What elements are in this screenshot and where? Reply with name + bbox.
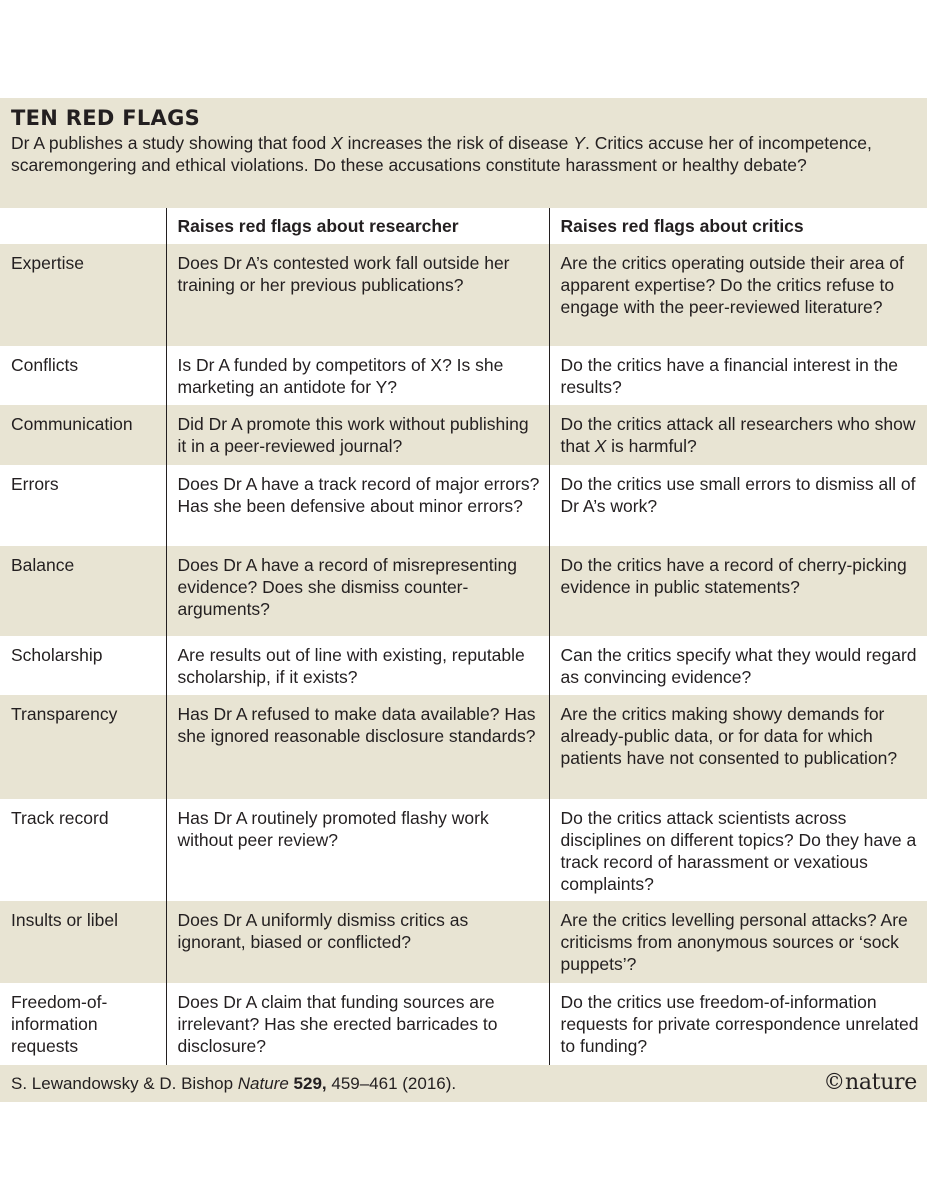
intro-x: X	[331, 133, 343, 153]
flag-cell: Expertise	[0, 244, 166, 346]
researcher-cell: Has Dr A routinely promoted flashy work without peer review?	[166, 799, 549, 901]
researcher-cell: Does Dr A have a track record of major errors? Has she been defensive about minor errors?	[166, 465, 549, 546]
critics-cell: Are the critics levelling personal attacks? Are criticisms from anonymous sources or ‘sock puppets’?	[549, 901, 927, 983]
flag-cell: Communication	[0, 405, 166, 465]
flag-cell: Conflicts	[0, 346, 166, 405]
critics-cell: Do the critics attack scientists across disciplines on different topics? Do they have a track record of harassment or vexatious complaints?	[549, 799, 927, 901]
researcher-cell: Did Dr A promote this work without publishing it in a peer-reviewed journal?	[166, 405, 549, 465]
citation-authors: S. Lewandowsky & D. Bishop	[11, 1074, 238, 1093]
table-row	[0, 346, 927, 405]
researcher-cell: Does Dr A claim that funding sources are irrelevant? Has she erected barricades to disclosure?	[166, 983, 549, 1065]
critics-cell: Are the critics making showy demands for already-public data, or for data for which patients have not consented to publication?	[549, 695, 927, 799]
table-row	[0, 405, 927, 465]
table-row	[0, 901, 927, 983]
flag-cell: Scholarship	[0, 636, 166, 695]
flag-cell: Insults or libel	[0, 901, 166, 983]
citation-journal: Nature	[237, 1074, 289, 1093]
figure-footer	[0, 1065, 927, 1102]
critics-cell: Do the critics use freedom-of-information requests for private correspondence unrelated to funding?	[549, 983, 927, 1065]
flag-cell: Errors	[0, 465, 166, 546]
flag-cell: Freedom-of-information requests	[0, 983, 166, 1065]
table-row	[0, 465, 927, 546]
researcher-cell: Is Dr A funded by competitors of X? Is she marketing an antidote for Y?	[166, 346, 549, 405]
table-row	[0, 636, 927, 695]
citation	[11, 1073, 456, 1095]
table-row	[0, 799, 927, 901]
intro-text: increases the risk of disease	[342, 133, 574, 153]
figure-header	[0, 98, 927, 208]
table-row	[0, 244, 927, 346]
researcher-cell: Has Dr A refused to make data available? Has she ignored reasonable disclosure standards?	[166, 695, 549, 799]
critics-cell: Do the critics have a financial interest in the results?	[549, 346, 927, 405]
critics-x: X	[594, 436, 607, 456]
figure-intro	[11, 132, 911, 176]
researcher-cell: Are results out of line with existing, reputable scholarship, if it exists?	[166, 636, 549, 695]
table-header-row	[0, 208, 927, 244]
intro-text: . Critics accuse her of incompetence, scaremongering and ethical violations. Do these accusations constitute harassment or healthy debate?	[11, 133, 872, 175]
table-row	[0, 695, 927, 799]
researcher-cell: Does Dr A uniformly dismiss critics as ignorant, biased or conflicted?	[166, 901, 549, 983]
column-header-flag	[0, 208, 166, 244]
citation-volume: 529,	[293, 1074, 327, 1093]
figure-title: TEN RED FLAGS	[11, 106, 201, 130]
flag-cell: Balance	[0, 546, 166, 636]
researcher-cell: Does Dr A have a record of misrepresenting evidence? Does she dismiss counter-arguments?	[166, 546, 549, 636]
flag-cell: Transparency	[0, 695, 166, 799]
critics-cell: Do the critics use small errors to dismiss all of Dr A’s work?	[549, 465, 927, 546]
column-header-critics: Raises red flags about critics	[549, 208, 927, 244]
critics-cell: Are the critics operating outside their area of apparent expertise? Do the critics refuse to engage with the peer-reviewed literature?	[549, 244, 927, 346]
column-header-researcher: Raises red flags about researcher	[166, 208, 549, 244]
critics-cell: Do the critics have a record of cherry-picking evidence in public statements?	[549, 546, 927, 636]
critics-cell: Can the critics specify what they would regard as convincing evidence?	[549, 636, 927, 695]
table-row	[0, 983, 927, 1065]
critics-cell: Do the critics attack all researchers who show that X is harmful?	[549, 405, 927, 465]
intro-y: Y	[573, 133, 585, 153]
nature-logo: ©nature	[823, 1070, 917, 1095]
intro-text: Dr A publishes a study showing that food	[11, 133, 332, 153]
flag-cell: Track record	[0, 799, 166, 901]
citation-pages: 459–461 (2016).	[326, 1074, 457, 1093]
table-row	[0, 546, 927, 636]
researcher-cell: Does Dr A’s contested work fall outside her training or her previous publications?	[166, 244, 549, 346]
red-flags-table	[0, 208, 927, 1065]
